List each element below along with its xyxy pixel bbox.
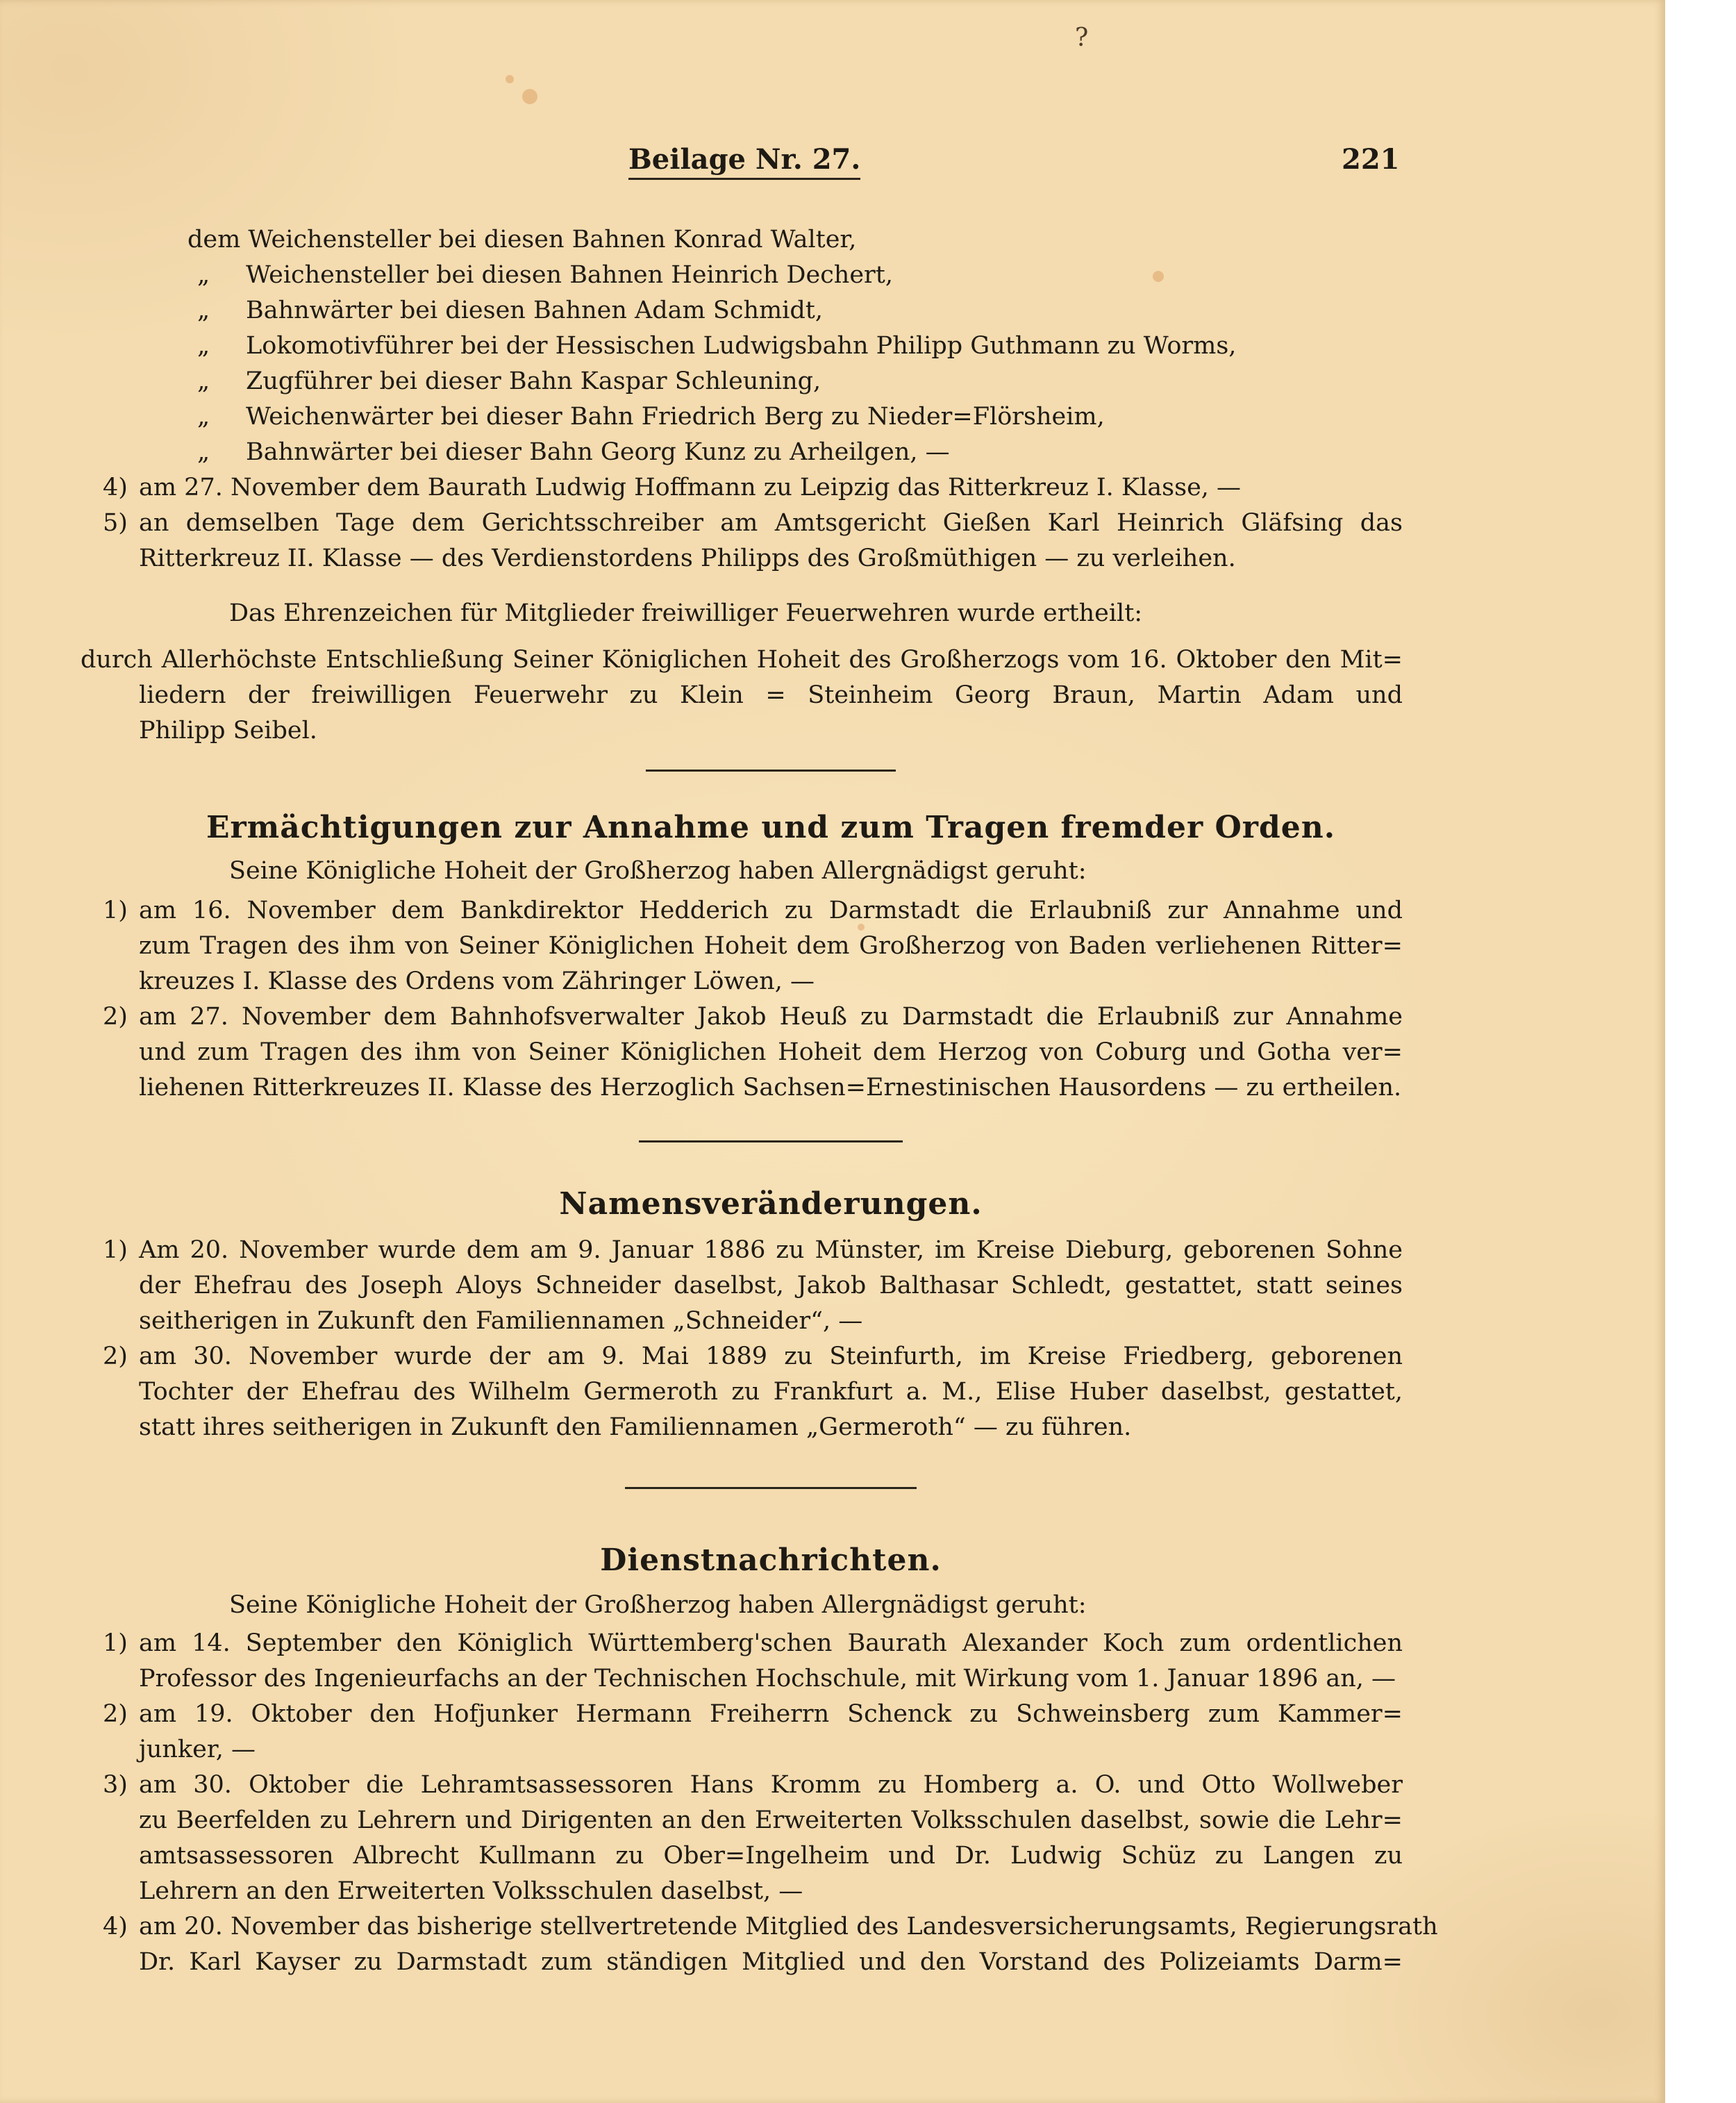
list-item — [103, 1768, 1403, 1803]
list-item-text: am 27. November dem Bahnhofsverwalter Jakob Heuß zu Darmstadt die Erlaubniß zur Annahme — [139, 1003, 1403, 1031]
list-item — [103, 1233, 1403, 1268]
list-item-text: am 27. November dem Baurath Ludwig Hoffmann zu Leipzig das Ritterkreuz I. Klasse, — — [139, 474, 1242, 501]
list-item — [103, 1626, 1403, 1661]
text-line: zu Beerfelden zu Lehrern und Dirigenten an den Erweiterten Volksschulen daselbst, sowie die Lehr= — [139, 1806, 1403, 1834]
page-header — [0, 143, 1400, 185]
text-line: Ritterkreuz II. Klasse — des Verdienstordens Philipps des Großmüthigen — zu verleihen. — [139, 545, 1236, 572]
list-item-text: am 14. September den Königlich Württemberg'schen Baurath Alexander Koch zum ordentlichen — [139, 1629, 1403, 1657]
page-number: 221 — [1342, 143, 1400, 176]
list-item-text: Am 20. November wurde dem am 9. Januar 1886 zu Münster, im Kreise Dieburg, geborenen Sohne — [139, 1236, 1403, 1264]
text-line: Lehrern an den Erweiterten Volksschulen daselbst, — — [139, 1877, 803, 1905]
section-heading: Ermächtigungen zur Annahme und zum Tragen fremder Orden. — [206, 810, 1336, 845]
list-item — [103, 1339, 1403, 1374]
text-line: zum Tragen des ihm von Seiner Königlichen Hoheit dem Großherzog von Baden verliehenen Ritter= — [139, 932, 1403, 960]
item-number: 2) — [103, 1343, 128, 1370]
ditto-mark: „ — [197, 367, 210, 395]
list-item — [103, 1697, 1403, 1732]
list-item-text: Bahnwärter bei diesen Bahnen Adam Schmidt, — [246, 297, 823, 324]
section-heading: Namensveränderungen. — [559, 1186, 983, 1222]
item-number: 1) — [103, 897, 128, 924]
section-heading: Dienstnachrichten. — [600, 1543, 942, 1578]
ditto-mark: „ — [197, 438, 210, 466]
item-number: 4) — [103, 474, 128, 501]
text-line: junker, — — [139, 1736, 256, 1763]
text-line: Tochter der Ehefrau des Wilhelm Germeroth zu Frankfurt a. M., Elise Huber daselbst, gestattet, — [139, 1378, 1403, 1406]
paper-stain — [506, 75, 514, 83]
ditto-mark: „ — [197, 261, 210, 289]
list-item-text: Weichensteller bei diesen Bahnen Heinrich Dechert, — [246, 261, 893, 289]
text-line: liehenen Ritterkreuzes II. Klasse des Herzoglich Sachsen=Ernestinischen Hausordens — zu ertheilen. — [139, 1074, 1402, 1102]
list-item — [103, 470, 1403, 506]
list-item-text: Lokomotivführer bei der Hessischen Ludwigsbahn Philipp Guthmann zu Worms, — [246, 332, 1237, 360]
item-number: 3) — [103, 1771, 128, 1799]
item-number: 2) — [103, 1700, 128, 1728]
text-line: Professor des Ingenieurfachs an der Technischen Hochschule, mit Wirkung vom 1. Januar 1896 an, — — [139, 1665, 1396, 1693]
text-line: amtsassessoren Albrecht Kullmann zu Ober=Ingelheim und Dr. Ludwig Schüz zu Langen zu — [139, 1842, 1403, 1870]
list-item-text: Zugführer bei dieser Bahn Kaspar Schleuning, — [246, 367, 821, 395]
item-number: 4) — [103, 1913, 128, 1940]
paragraph-intro: Seine Königliche Hoheit der Großherzog haben Allergnädigst geruht: — [229, 857, 1087, 885]
text-line: dem Weichensteller bei diesen Bahnen Konrad Walter, — [187, 226, 857, 253]
list-item — [197, 364, 1403, 399]
text-line: Dr. Karl Kayser zu Darmstadt zum ständigen Mitglied und den Vorstand des Polizeiamts Darm= — [139, 1948, 1403, 1976]
list-item — [197, 293, 1403, 329]
item-number: 5) — [103, 509, 128, 537]
list-item — [103, 893, 1403, 929]
list-item-text: am 20. November das bisherige stellvertretende Mitglied des Landesversicherungsamts, Regierungsrath — [139, 1913, 1438, 1940]
paragraph-intro: Das Ehrenzeichen für Mitglieder freiwilliger Feuerwehren wurde ertheilt: — [229, 599, 1143, 627]
list-item-text: Weichenwärter bei dieser Bahn Friedrich Berg zu Nieder=Flörsheim, — [246, 403, 1105, 431]
list-item-text: am 16. November dem Bankdirektor Hedderich zu Darmstadt die Erlaubniß zur Annahme und — [139, 897, 1403, 924]
item-number: 1) — [103, 1236, 128, 1264]
text-line: kreuzes I. Klasse des Ordens vom Zähringer Löwen, — — [139, 967, 815, 995]
list-item — [103, 506, 1403, 541]
list-item — [197, 435, 1403, 470]
list-item-text: an demselben Tage dem Gerichtsschreiber am Amtsgericht Gießen Karl Heinrich Gläfsing das — [139, 509, 1403, 537]
text-line: seitherigen in Zukunft den Familiennamen „Schneider“, — — [139, 1307, 863, 1335]
list-item — [197, 399, 1403, 435]
pencil-mark: ? — [1075, 24, 1089, 52]
text-line: durch Allerhöchste Entschließung Seiner Königlichen Hoheit des Großherzogs vom 16. Oktober den Mit= — [81, 646, 1403, 674]
text-line: und zum Tragen des ihm von Seiner Königlichen Hoheit dem Herzog von Coburg und Gotha ver= — [139, 1038, 1403, 1066]
item-number: 2) — [103, 1003, 128, 1031]
ditto-mark: „ — [197, 403, 210, 431]
running-title: Beilage Nr. 27. — [628, 143, 860, 180]
text-line: liedern der freiwilligen Feuerwehr zu Klein = Steinheim Georg Braun, Martin Adam und — [139, 681, 1403, 709]
list-item-text: am 19. Oktober den Hofjunker Hermann Freiherrn Schenck zu Schweinsberg zum Kammer= — [139, 1700, 1403, 1728]
list-item — [103, 1909, 1438, 1945]
text-line: Philipp Seibel. — [139, 717, 317, 745]
list-item-text: am 30. November wurde der am 9. Mai 1889 zu Steinfurth, im Kreise Friedberg, geborenen — [139, 1343, 1403, 1370]
list-item-text: am 30. Oktober die Lehramtsassessoren Hans Kromm zu Homberg a. O. und Otto Wollweber — [139, 1771, 1403, 1799]
list-item — [103, 999, 1403, 1035]
paper-stain — [522, 89, 537, 104]
ditto-mark: „ — [197, 332, 210, 360]
paragraph-intro: Seine Königliche Hoheit der Großherzog haben Allergnädigst geruht: — [229, 1591, 1087, 1619]
list-item — [197, 258, 1403, 293]
item-number: 1) — [103, 1629, 128, 1657]
list-item — [197, 329, 1403, 364]
list-item-text: Bahnwärter bei dieser Bahn Georg Kunz zu Arheilgen, — — [246, 438, 950, 466]
page-body — [81, 222, 1438, 1980]
text-line: statt ihres seitherigen in Zukunft den Familiennamen „Germeroth“ — zu führen. — [139, 1413, 1132, 1441]
ditto-mark: „ — [197, 297, 210, 324]
text-line: der Ehefrau des Joseph Aloys Schneider daselbst, Jakob Balthasar Schledt, gestattet, statt seines — [139, 1272, 1403, 1299]
